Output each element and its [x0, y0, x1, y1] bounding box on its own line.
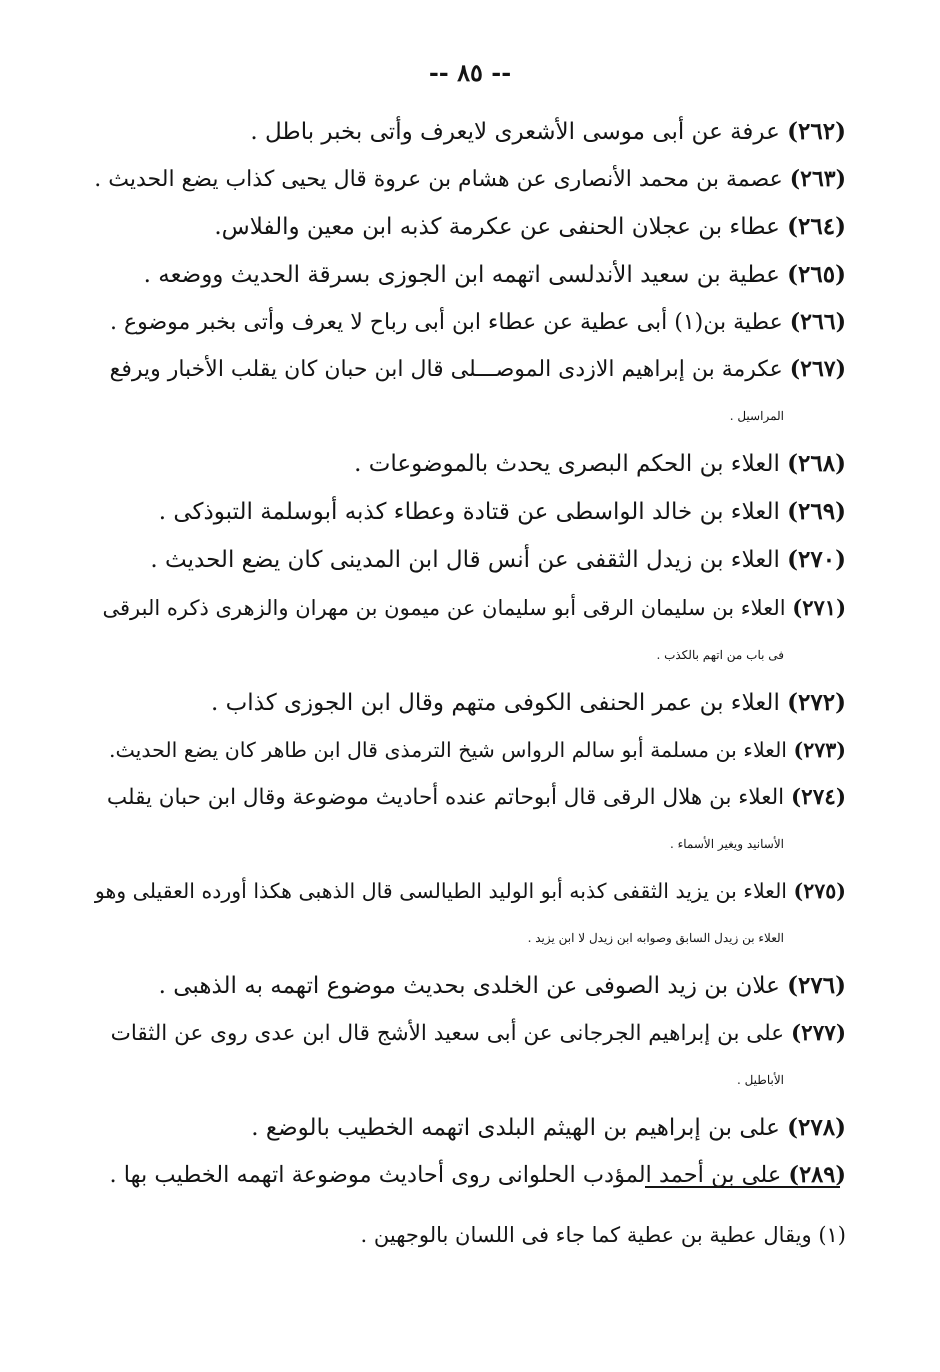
- entry-number: (٢٦٨): [787, 450, 846, 477]
- list-item: [94, 440, 846, 488]
- entry-text: عصمة بن محمد الأنصارى عن هشام بن عروة قال يحيى كذاب يضع الحديث .: [94, 167, 783, 192]
- list-item: [94, 251, 846, 299]
- list-item: [94, 1152, 846, 1199]
- entry-first-line: [94, 774, 846, 821]
- entry-first-line: [94, 346, 846, 393]
- entry-text: العلاء بن يزيد الثقفى كذبه أبو الوليد الطيالسى قال الذهبى هكذا أورده العقيلى وهو: [94, 879, 788, 903]
- entry-number: (٢٦٥): [787, 261, 846, 288]
- list-item: [94, 299, 846, 346]
- entry-first-line: [94, 962, 846, 1010]
- entry-number: (٢٧٨): [787, 1114, 846, 1141]
- entry-number: (٢٦٦): [789, 309, 846, 335]
- entry-first-line: [94, 1152, 846, 1199]
- entry-first-line: [94, 251, 846, 299]
- list-item: [94, 1104, 846, 1152]
- entry-number: (٢٧٤): [790, 785, 846, 810]
- entry-list: [94, 108, 846, 1199]
- list-item: [94, 536, 846, 584]
- entry-first-line: [94, 1010, 846, 1057]
- entry-first-line: [94, 679, 846, 727]
- list-item: [94, 108, 846, 156]
- entry-number: (٢٧٢): [787, 689, 846, 716]
- entry-text: عطاء بن عجلان الحنفى عن عكرمة كذبه ابن معين والفلاس.: [214, 214, 780, 240]
- entry-continuation: فى باب من اتهم بالكذب .: [656, 648, 784, 662]
- entry-text: على بن إبراهيم بن الهيثم البلدى اتهمه الخطيب بالوضع .: [251, 1115, 780, 1141]
- entry-first-line: [94, 156, 846, 203]
- entry-text: عطية بن(١) أبى عطية عن عطاء ابن أبى رباح لا يعرف وأتى بخبر موضوع .: [109, 310, 783, 335]
- entry-text: عطية بن سعيد الأندلسى اتهمه ابن الجوزى بسرقة الحديث ووضعه .: [143, 262, 780, 288]
- list-item: [94, 346, 846, 440]
- page-number: -- ٨٥ --: [428, 58, 512, 87]
- entry-number: (٢٧٦): [787, 972, 846, 999]
- entry-text: عرفة عن أبى موسى الأشعرى لايعرف وأتى بخبر باطل .: [250, 119, 780, 145]
- entry-first-line: [94, 488, 846, 536]
- list-item: [94, 1010, 846, 1104]
- list-item: [94, 727, 846, 774]
- entry-text: العلاء بن سليمان الرقى أبو سليمان عن ميمون بن مهران والزهرى ذكره البرقى: [102, 596, 786, 620]
- list-item: [94, 584, 846, 679]
- entry-number: (٢٧٧): [790, 1021, 846, 1046]
- entry-number: (٢٧١): [792, 595, 846, 620]
- entry-number: (٢٦٩): [787, 498, 846, 525]
- list-item: [94, 868, 846, 962]
- entry-first-line: [94, 1104, 846, 1152]
- footnote-divider: [645, 1186, 840, 1188]
- entry-first-line: [94, 868, 846, 915]
- entry-text: عكرمة بن إبراهيم الازدى الموصـــلى قال ابن حبان كان يقلب الأخبار ويرفع: [109, 357, 783, 382]
- entry-number: (٢٧٥): [793, 879, 846, 903]
- entry-continuation: المراسيل .: [729, 409, 784, 423]
- list-item: [94, 962, 846, 1010]
- entry-text: العلاء بن خالد الواسطى عن قتادة وعطاء كذبه أبوسلمة التبوذكى .: [158, 499, 780, 525]
- entry-text: على بن أحمد المؤدب الحلوانى روى أحاديث موضوعة اتهمه الخطيب بها .: [109, 1162, 782, 1188]
- entry-number: (٢٦٤): [787, 213, 846, 240]
- list-item: [94, 203, 846, 251]
- entry-number: (٢٨٩): [788, 1162, 846, 1188]
- entry-first-line: [94, 584, 846, 632]
- entry-number: (٢٦٢): [787, 118, 846, 145]
- entry-continuation: العلاء بن زيدل السابق وصوابه ابن زيدل لا ابن يزيد .: [527, 931, 784, 945]
- list-item: [94, 488, 846, 536]
- entry-first-line: [94, 203, 846, 251]
- footnote: (١) ويقال عطية بن عطية كما جاء فى اللسان بالوجهين .: [360, 1223, 846, 1247]
- entry-number: (٢٦٣): [789, 166, 846, 192]
- entry-number: (٢٧٠): [787, 546, 846, 573]
- entry-text: علان بن زيد الصوفى عن الخلدى بحديث موضوع اتهمه به الذهبى .: [158, 973, 780, 999]
- entry-text: العلاء بن زيدل الثقفى عن أنس قال ابن المدينى كان يضع الحديث .: [150, 547, 780, 573]
- entry-text: العلاء بن مسلمة أبو سالم الرواس شيخ الترمذى قال ابن طاهر كان يضع الحديث.: [109, 738, 788, 762]
- entry-first-line: [94, 299, 846, 346]
- list-item: [94, 156, 846, 203]
- entry-continuation: الأباطيل .: [736, 1073, 784, 1087]
- entry-continuation: الأسانيد ويغير الأسماء .: [669, 837, 784, 851]
- entry-first-line: [94, 108, 846, 156]
- list-item: [94, 774, 846, 868]
- entry-number: (٢٧٣): [793, 738, 846, 762]
- entry-text: العلاء بن عمر الحنفى الكوفى متهم وقال ابن الجوزى كذاب .: [211, 690, 780, 716]
- entry-first-line: [94, 727, 846, 774]
- entry-first-line: [94, 440, 846, 488]
- entry-text: العلاء بن الحكم البصرى يحدث بالموضوعات .: [354, 451, 780, 477]
- list-item: [94, 679, 846, 727]
- entry-number: (٢٦٧): [789, 356, 846, 382]
- entry-text: على بن إبراهيم الجرجانى عن أبى سعيد الأشج قال ابن عدى روى عن الثقات: [110, 1021, 785, 1046]
- entry-first-line: [94, 536, 846, 584]
- entry-text: العلاء بن هلال الرقى قال أبوحاتم عنده أحاديث موضوعة وقال ابن حبان يقلب: [106, 785, 785, 810]
